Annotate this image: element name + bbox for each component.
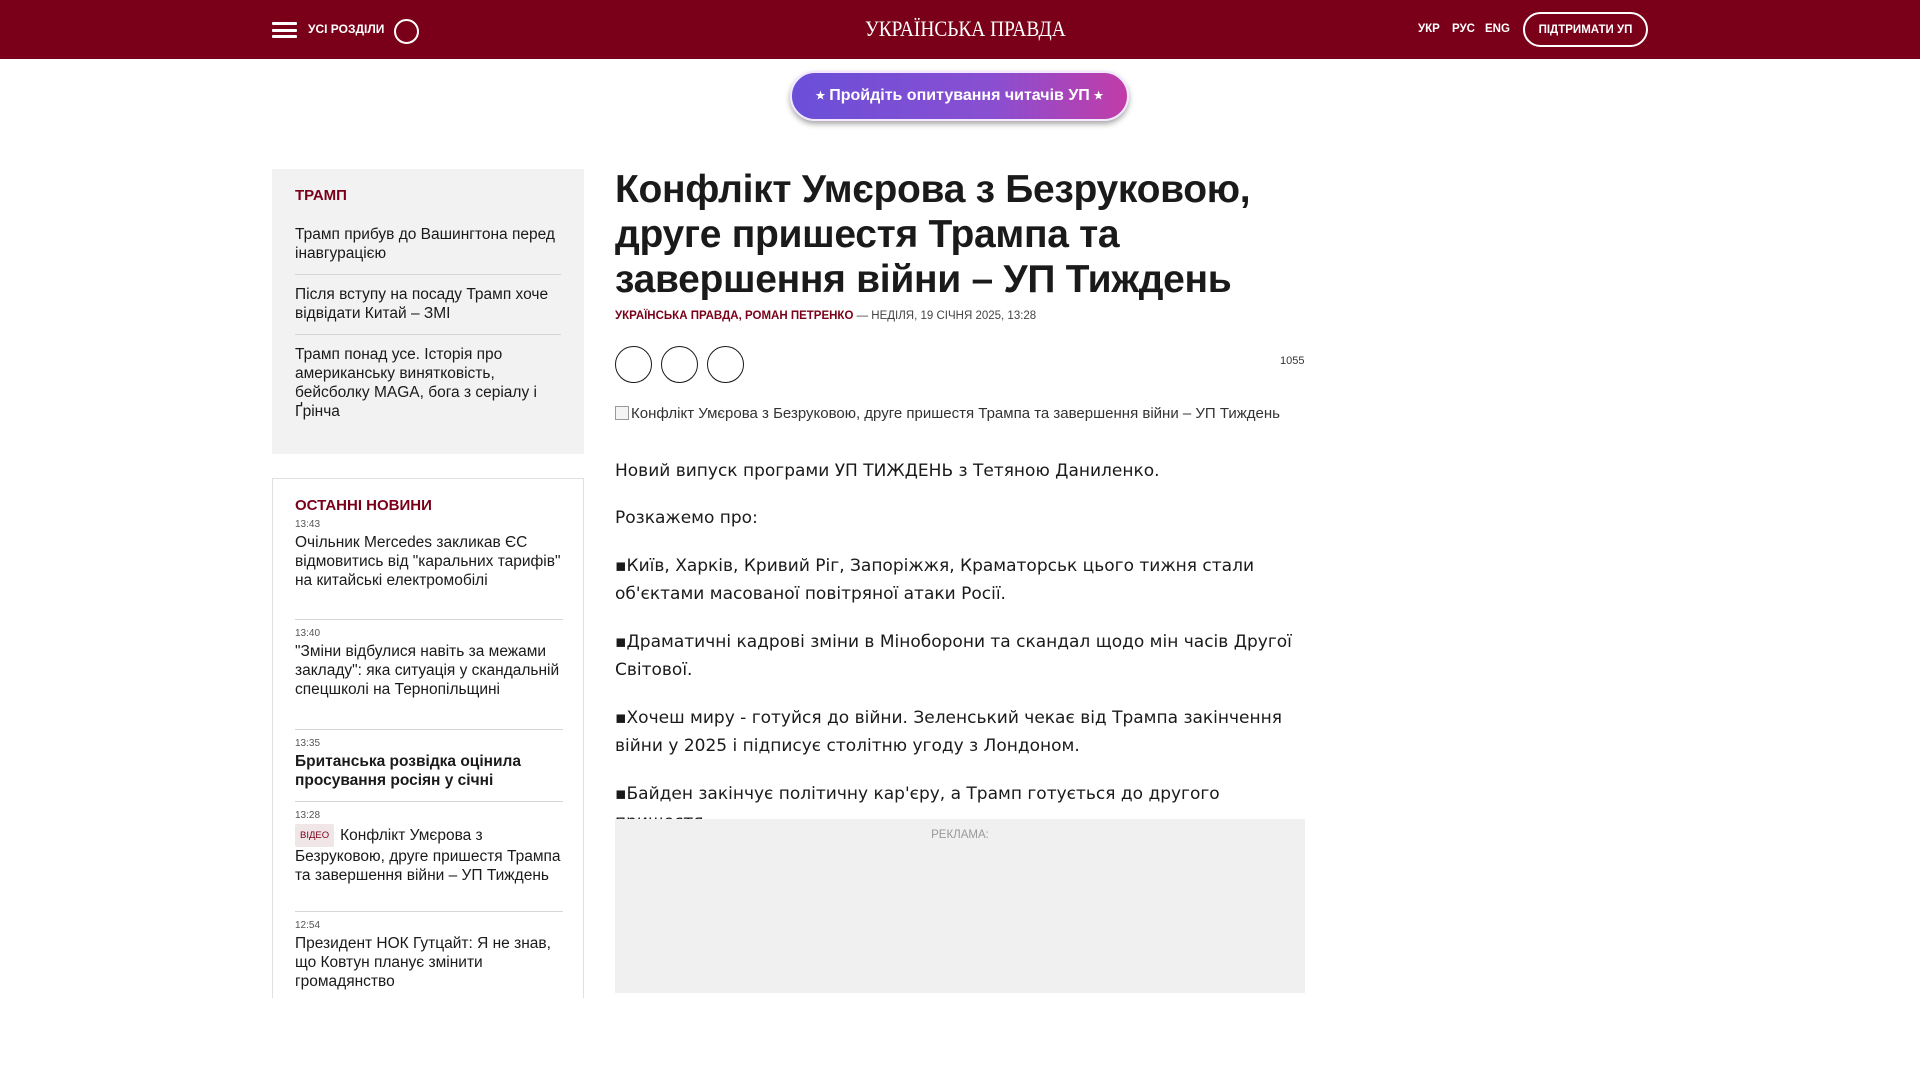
news-item-title[interactable]: Конфлікт Умєрова з Безруковою, друге пришестя Трампа та завершення війни – УП Тиждень	[295, 827, 561, 884]
news-item-link[interactable]: Президент НОК Гутцайт: Я не знав, що Ковтун планує змінити громадянство	[295, 935, 551, 990]
reader-survey-button[interactable]: ⭑ Пройдіть опитування читачів УП ⭑	[790, 71, 1129, 121]
news-time: 13:43	[295, 519, 321, 530]
news-time: 13:35	[295, 738, 321, 749]
article-date: — НЕДІЛЯ, 19 СІЧНЯ 2025, 13:28	[853, 310, 1037, 322]
article-paragraph: ▪Байден закінчує політичну кар'єру, а Трамп готується до другого	[615, 784, 1220, 804]
view-count: 1055	[1280, 355, 1305, 367]
divider	[295, 334, 561, 335]
support-button[interactable]: ПІДТРИМАТИ УП	[1523, 12, 1648, 47]
facebook-share-icon[interactable]	[615, 346, 652, 383]
article-paragraph: ▪Драматичні кадрові зміни в Міноборони та скандал щодо мін часів Другої Світової.	[615, 632, 1292, 680]
broken-image-icon	[615, 406, 629, 420]
latest-news-box	[272, 478, 584, 998]
article-image-alt: Конфлікт Умєрова з Безруковою, друге пришестя Трампа та завершення війни – УП Тиждень	[631, 405, 1280, 422]
all-sections-link[interactable]: УСІ РОЗДІЛИ	[308, 22, 385, 36]
article-paragraph: Новий випуск програми УП ТИЖДЕНЬ з Тетяною Даниленко.	[615, 461, 1160, 481]
divider	[295, 274, 561, 275]
article-paragraph: Розкажемо про:	[615, 508, 758, 528]
trump-topic-item[interactable]: Трамп понад усе. Історія про американську винятковість, бейсболку MAGA, бога з серіалу і Ґрінча	[295, 346, 537, 420]
news-time: 13:28	[295, 810, 321, 821]
lang-rus-link[interactable]: РУС	[1452, 23, 1475, 35]
trump-topic-item[interactable]: Після вступу на посаду Трамп хоче відвідати Китай – ЗМІ	[295, 286, 549, 322]
divider	[295, 801, 563, 802]
divider	[295, 619, 563, 620]
news-item-link[interactable]: Британська розвідка оцінила просування росіян у січні	[295, 753, 521, 789]
top-navigation-bar	[0, 0, 1920, 59]
ad-label: РЕКЛАМА:	[931, 829, 989, 841]
article-image	[615, 406, 1305, 422]
search-icon[interactable]	[394, 19, 419, 44]
lang-ukr-link[interactable]: УКР	[1418, 23, 1440, 35]
video-badge: ВІДЕО	[295, 824, 334, 847]
article-byline	[615, 310, 1036, 322]
trump-topic-item[interactable]: Трамп прибув до Вашингтона перед інавгурацією	[295, 226, 555, 262]
twitter-share-icon[interactable]	[661, 346, 698, 383]
ad-slot	[615, 819, 1305, 993]
news-time: 12:54	[295, 920, 321, 931]
site-logo[interactable]: УКРАЇНСЬКА ПРАВДА	[865, 16, 1066, 41]
telegram-share-icon[interactable]	[707, 346, 744, 383]
trump-topic-box	[272, 169, 584, 454]
lang-eng-link[interactable]: ENG	[1485, 23, 1510, 35]
news-item-link[interactable]: Очільник Mercedes закликав ЄС відмовитись від "каральних тарифів" на китайські електромобілі	[295, 534, 561, 589]
article-paragraph: ▪Київ, Харків, Кривий Ріг, Запоріжжя, Краматорськ цього тижня стали об'єктами масованої повітряної атаки Росії.	[615, 556, 1254, 604]
news-time: 13:40	[295, 628, 321, 639]
article-authors[interactable]: УКРАЇНСЬКА ПРАВДА, РОМАН ПЕТРЕНКО	[615, 310, 854, 322]
divider	[295, 911, 563, 912]
article-paragraph: ▪Хочеш миру - готуйся до війни. Зеленський чекає від Трампа закінчення війни у 2025 і підписує столітню угоду з Лондоном.	[615, 708, 1282, 756]
latest-news-title[interactable]: ОСТАННІ НОВИНИ	[295, 497, 432, 514]
news-item-link[interactable]	[295, 824, 565, 885]
article-title: Конфлікт Умєрова з Безруковою, друге пришестя Трампа та завершення війни – УП Тиждень	[615, 168, 1251, 301]
trump-topic-title[interactable]: ТРАМП	[295, 187, 347, 204]
hamburger-icon[interactable]	[272, 22, 297, 38]
divider	[295, 729, 563, 730]
news-item-link[interactable]: "Зміни відбулися навіть за межами закладу": яка ситуація у скандальній спецшколі на Тернопільщині	[295, 643, 560, 698]
